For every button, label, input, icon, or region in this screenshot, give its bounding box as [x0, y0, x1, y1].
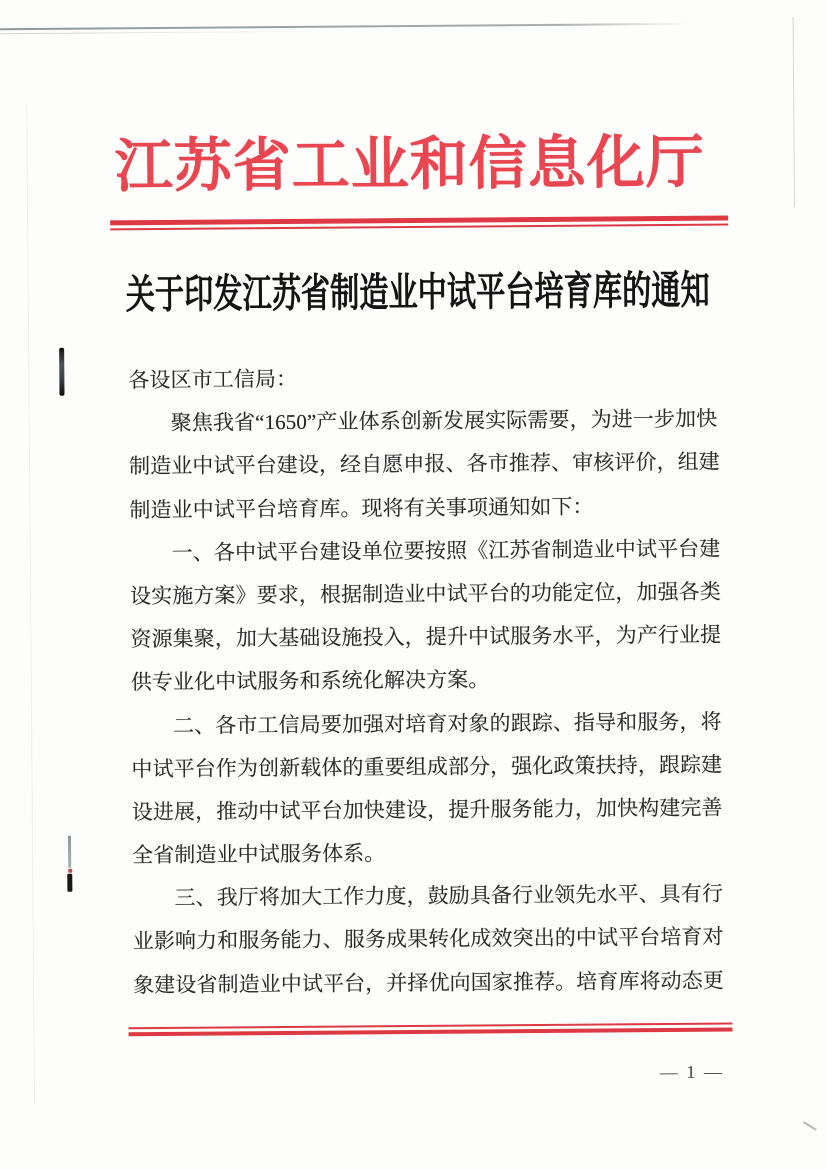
body-line: 资源集聚，加大基础设施投入，提升中试服务水平，为产行业提 — [130, 622, 722, 652]
staple-mark-head — [67, 874, 72, 892]
body-line: 象建设省制造业中试平台，并择优向国家推荐。培育库将动态更 — [133, 968, 725, 997]
scan-scratch-mark — [803, 1121, 817, 1131]
staple-mark-shaft — [68, 836, 71, 868]
body-line-item-2: 二、各市工信局要加强对培育对象的跟踪、指导和服务，将 — [173, 709, 722, 738]
body-line: 设实施方案》要求，根据制造业中试平台的功能定位，加强各类 — [129, 579, 721, 609]
agency-letterhead: 江苏省工业和信息化厅 — [114, 129, 705, 200]
staple-mark-top — [59, 348, 64, 396]
footer-double-rule — [128, 1023, 732, 1037]
body-line: 业影响力和服务能力、服务成果转化成效突出的中试平台培育对 — [132, 925, 724, 954]
document-title-row — [0, 269, 826, 318]
document-title: 关于印发江苏省制造业中试平台培育库的通知 — [125, 267, 710, 318]
body-line: 制造业中试平台建设，经自愿申报、各市推荐、审核评价，组建 — [128, 449, 720, 479]
body-line-item-3: 三、我厅将加大工作力度，鼓励具备行业领先水平、具有行 — [174, 881, 724, 911]
body-line: 聚焦我省“1650”产业体系创新发展实际需要，为进一步加快 — [170, 406, 718, 436]
staple-mark-red-dot — [68, 869, 72, 873]
scan-top-edge-line — [0, 23, 688, 31]
scan-top-edge-line-faint — [0, 31, 312, 35]
staple-mark-middle — [67, 836, 73, 893]
document-body — [128, 355, 733, 1008]
body-line: 中试平台作为创新载体的重要组成部分，强化政策扶持，跟踪建 — [131, 752, 723, 781]
body-line: 制造业中试平台培育库。现将有关事项通知如下： — [129, 494, 594, 522]
body-line: 供专业化中试服务和系统化解决方案。 — [130, 667, 490, 695]
body-line-item-1: 一、各中试平台建设单位要按照《江苏省制造业中试平台建 — [171, 536, 721, 565]
header-double-rule — [110, 216, 728, 231]
page-number: — 1 — — [659, 1061, 724, 1083]
body-line: 设进展，推动中试平台加快建设，提升服务能力，加快构建完善 — [131, 795, 723, 825]
body-line: 全省制造业中试服务体系。 — [132, 841, 386, 868]
body-line-salutation: 各设区市工信局： — [128, 366, 298, 393]
scan-left-edge-line — [26, 103, 35, 1103]
